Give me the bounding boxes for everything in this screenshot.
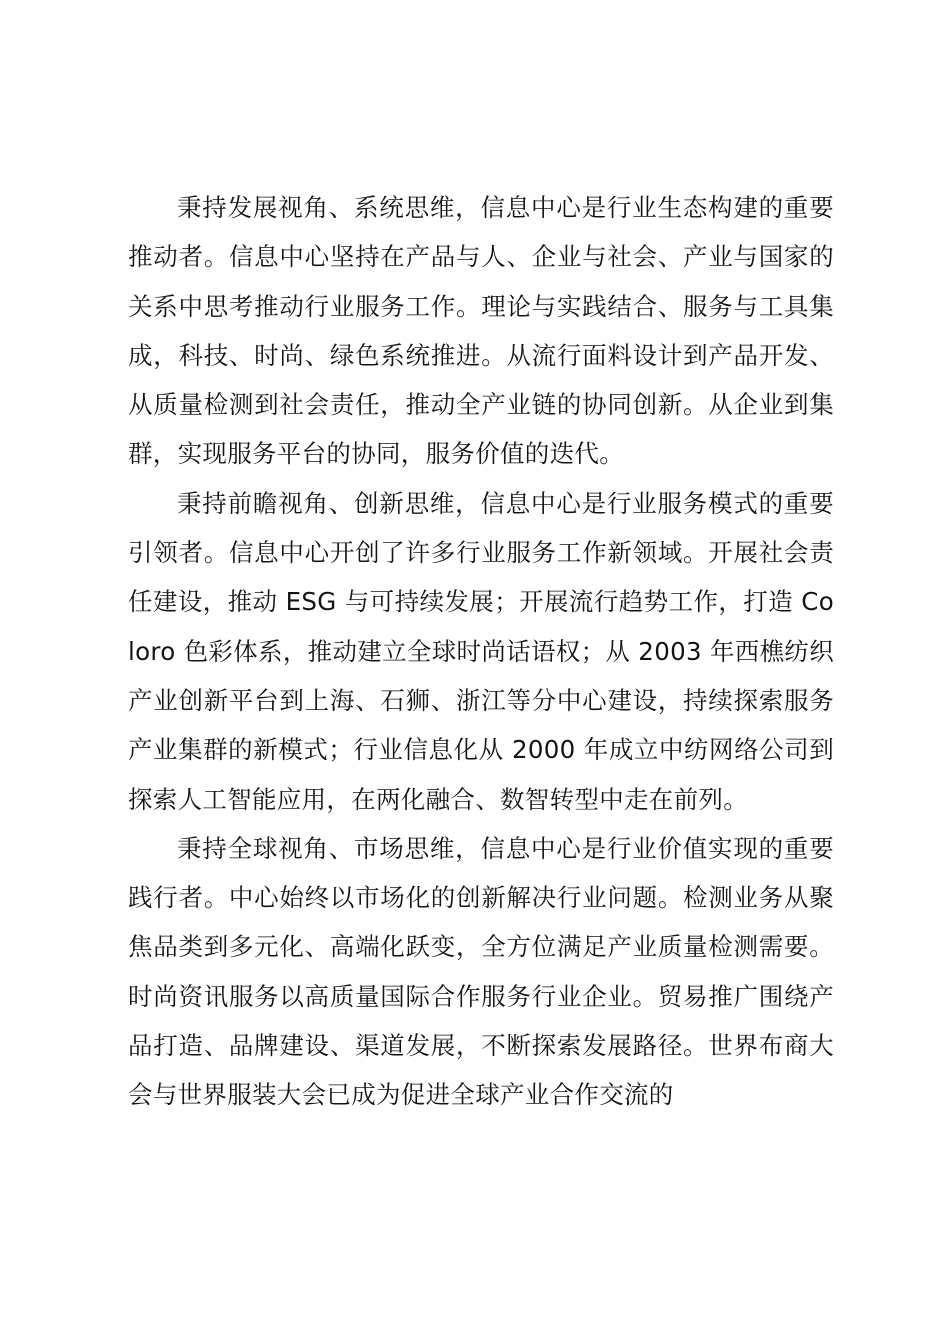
paragraph-global-perspective: 秉持全球视角、市场思维，信息中心是行业价值实现的重要践行者。中心始终以市场化的创新解决行业问题。检测业务从聚焦品类到多元化、高端化跃变，全方位满足产业质量检测需要。时尚资讯服务以高质量国际合作服务行业企业。贸易推广围绕产品打造、品牌建设、渠道发展，不断探索发展路径。世界布商大会与世界服装大会已成为促进全球产业合作交流的	[128, 833, 834, 1110]
document-body	[128, 183, 834, 1120]
paragraph-development-perspective: 秉持发展视角、系统思维，信息中心是行业生态构建的重要推动者。信息中心坚持在产品与人、企业与社会、产业与国家的关系中思考推动行业服务工作。理论与实践结合、服务与工具集成，科技、时尚、绿色系统推进。从流行面料设计到产品开发、从质量检测到社会责任，推动全产业链的协同创新。从企业到集群，实现服务平台的协同，服务价值的迭代。	[128, 193, 834, 469]
paragraph-forward-looking-perspective: 秉持前瞻视角、创新思维，信息中心是行业服务模式的重要引领者。信息中心开创了许多行业服务工作新领域。开展社会责任建设，推动 ESG 与可持续发展；开展流行趋势工作，打造 Coloro 色彩体系，推动建立全球时尚话语权；从 2003 年西樵纺织产业创新平台到上海、石狮、浙江等分中心建设，持续探索服务产业集群的新模式；行业信息化从 2000 年成立中纺网络公司到探索人工智能应用，在两化融合、数智转型中走在前列。	[128, 488, 834, 814]
